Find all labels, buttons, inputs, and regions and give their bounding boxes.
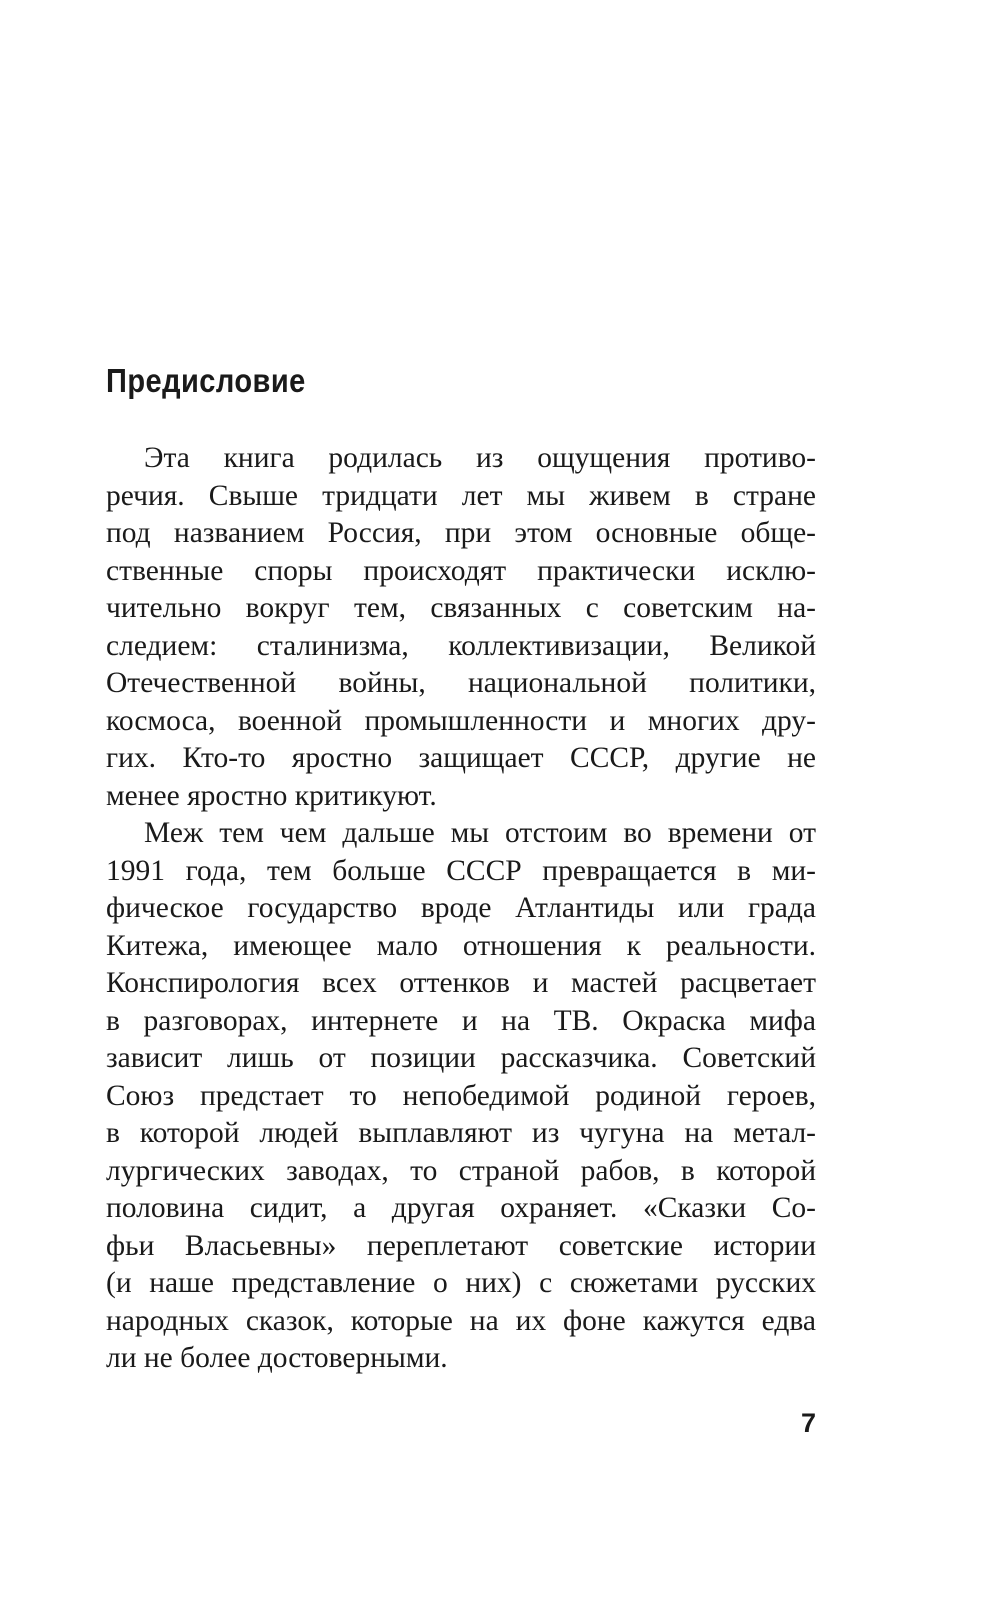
text-line: (и наше представление о них) с сюжетами русских <box>106 1267 816 1299</box>
text-line: фическое государство вроде Атлантиды или града <box>106 892 816 924</box>
paragraph-2 <box>106 815 816 1378</box>
text-line: зависит лишь от позиции рассказчика. Советский <box>106 1042 816 1074</box>
text-line: Союз предстает то непобедимой родиной героев, <box>106 1079 816 1112</box>
text-line: Конспирология всех оттенков и мастей расцветает <box>106 967 816 999</box>
page-number: 7 <box>800 1408 816 1438</box>
text-line: чительно вокруг тем, связанных с советским на- <box>106 592 816 624</box>
text-line: 1991 года, тем больше СССР превращается в ми- <box>106 854 816 887</box>
text-line: народных сказок, которые на их фоне кажутся едва <box>106 1304 816 1337</box>
text-line: Эта книга родилась из ощущения противо- <box>144 442 816 474</box>
text-line: космоса, военной промышленности и многих дру- <box>106 704 816 737</box>
text-line: ли не более достоверными. <box>106 1342 448 1374</box>
text-line: Меж тем чем дальше мы отстоим во времени от <box>144 817 816 849</box>
text-line: гих. Кто-то яростно защищает СССР, другие не <box>106 742 816 774</box>
text-line: половина сидит, а другая охраняет. «Сказки Со- <box>106 1192 816 1224</box>
text-line: фьи Власьевны» переплетают советские истории <box>106 1229 816 1262</box>
body-text <box>106 440 816 1378</box>
text-line: Китежа, имеющее мало отношения к реальности. <box>106 929 816 962</box>
text-line: ственные споры происходят практически исклю- <box>106 554 816 587</box>
text-line: Отечественной войны, национальной политики, <box>106 667 816 699</box>
text-line: лургических заводах, то страной рабов, в которой <box>106 1154 816 1187</box>
text-line: речия. Свыше тридцати лет мы живем в стране <box>106 479 816 512</box>
text-line: под названием Россия, при этом основные обще- <box>106 517 816 549</box>
chapter-heading: Предисловие <box>106 362 306 399</box>
paragraph-1 <box>106 440 816 815</box>
text-line: в разговорах, интернете и на ТВ. Окраска мифа <box>106 1004 816 1037</box>
text-line: следием: сталинизма, коллективизации, Великой <box>106 629 816 662</box>
text-line: в которой людей выплавляют из чугуна на метал- <box>106 1117 816 1149</box>
text-line: менее яростно критикуют. <box>106 779 437 812</box>
